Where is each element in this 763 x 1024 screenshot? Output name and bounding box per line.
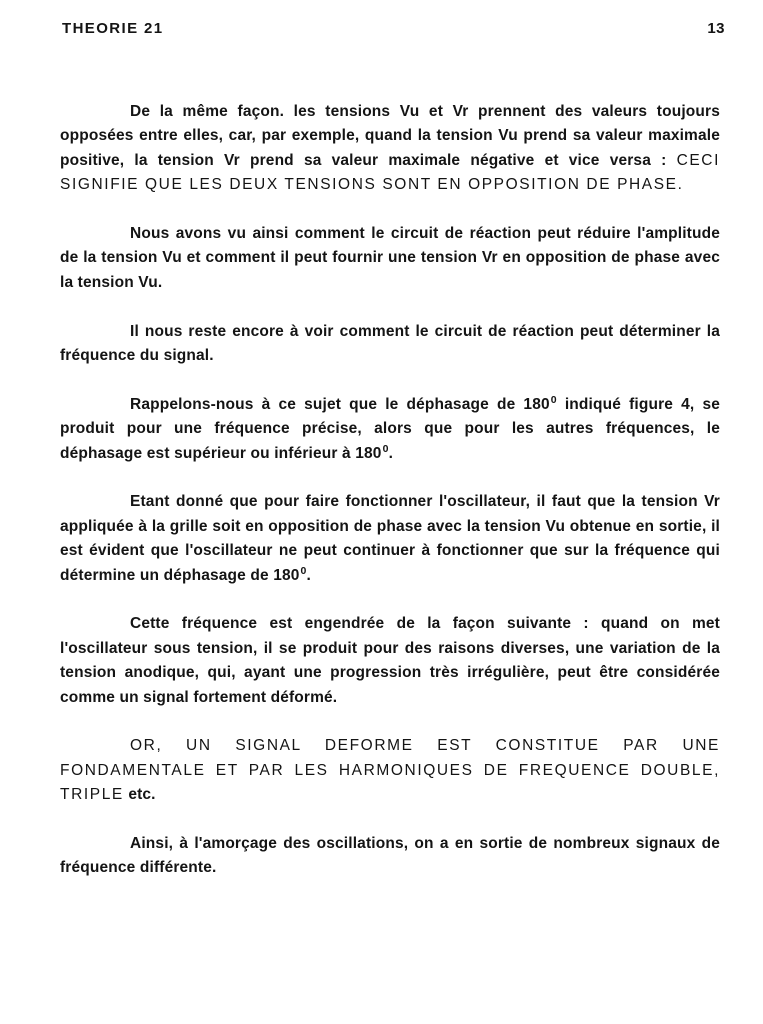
- paragraph-oscillator-operation: [60, 490, 720, 588]
- degree-superscript: 0: [550, 394, 557, 407]
- paragraph-text: indiqué figure 4, se produit pour une fréquence précise, alors que pour les autres fréquences, le déphasage est supérieur ou inférieur à 180: [60, 395, 720, 462]
- paragraph-amplitude: [60, 222, 720, 295]
- paragraph-frequency-intro: [60, 320, 720, 369]
- paragraph-text: Ainsi, à l'amorçage des oscillations, on a en sortie de nombreux signaux de fréquence différente.: [60, 835, 720, 877]
- paragraph-harmonics: [60, 734, 720, 807]
- emphasis-caps: OR, UN SIGNAL DEFORME EST CONSTITUE PAR UNE FONDAMENTALE ET PAR LES HARMONIQUES DE FREQUENCE DOUBLE, TRIPLE: [60, 737, 720, 804]
- paragraph-text: .: [388, 444, 394, 462]
- page-header: [62, 20, 725, 42]
- paragraph-text: De la même façon. les tensions Vu et Vr prennent des valeurs toujours opposées entre elles, car, par exemple, quand la tension Vu prend sa valeur maximale positive, la tension Vr prend sa valeur maximale négative et vice versa :: [60, 103, 720, 169]
- paragraph-startup-signals: [60, 832, 720, 881]
- body-text: [60, 100, 720, 905]
- paragraph-text: Nous avons vu ainsi comment le circuit de réaction peut réduire l'amplitude de la tension Vu et comment il peut fournir une tension Vr en opposition de phase avec la tension Vu.: [60, 225, 720, 291]
- paragraph-phase-shift: [60, 393, 720, 466]
- degree-superscript: 0: [300, 564, 307, 577]
- paragraph-phase-opposition: [60, 100, 720, 198]
- page-number: 13: [707, 20, 725, 37]
- paragraph-anode-variation: [60, 612, 720, 710]
- running-head: THEORIE 21: [62, 20, 164, 37]
- paragraph-text: etc.: [123, 786, 156, 804]
- paragraph-text: Cette fréquence est engendrée de la façon suivante : quand on met l'oscillateur sous tension, il se produit pour des raisons diverses, une variation de la tension anodique, qui, ayant une progression très irrégulière, peut être considérée comme un signal fortement déformé.: [60, 615, 720, 706]
- paragraph-text: Etant donné que pour faire fonctionner l'oscillateur, il faut que la tension Vr appliquée à la grille soit en opposition de phase avec la tension Vu obtenue en sortie, il est évident que l'oscillateur ne peut continuer à fonctionner que sur la fréquence qui détermine un déphasage de 180: [60, 493, 720, 584]
- degree-superscript: 0: [382, 442, 389, 455]
- emphasis-caps: CECI SIGNIFIE QUE LES DEUX TENSIONS SONT EN OPPOSITION DE PHASE.: [60, 151, 720, 194]
- paragraph-text: Il nous reste encore à voir comment le circuit de réaction peut déterminer la fréquence du signal.: [60, 322, 720, 365]
- paragraph-text: .: [306, 566, 311, 584]
- paragraph-text: Rappelons-nous à ce sujet que le déphasage de 180: [130, 395, 550, 413]
